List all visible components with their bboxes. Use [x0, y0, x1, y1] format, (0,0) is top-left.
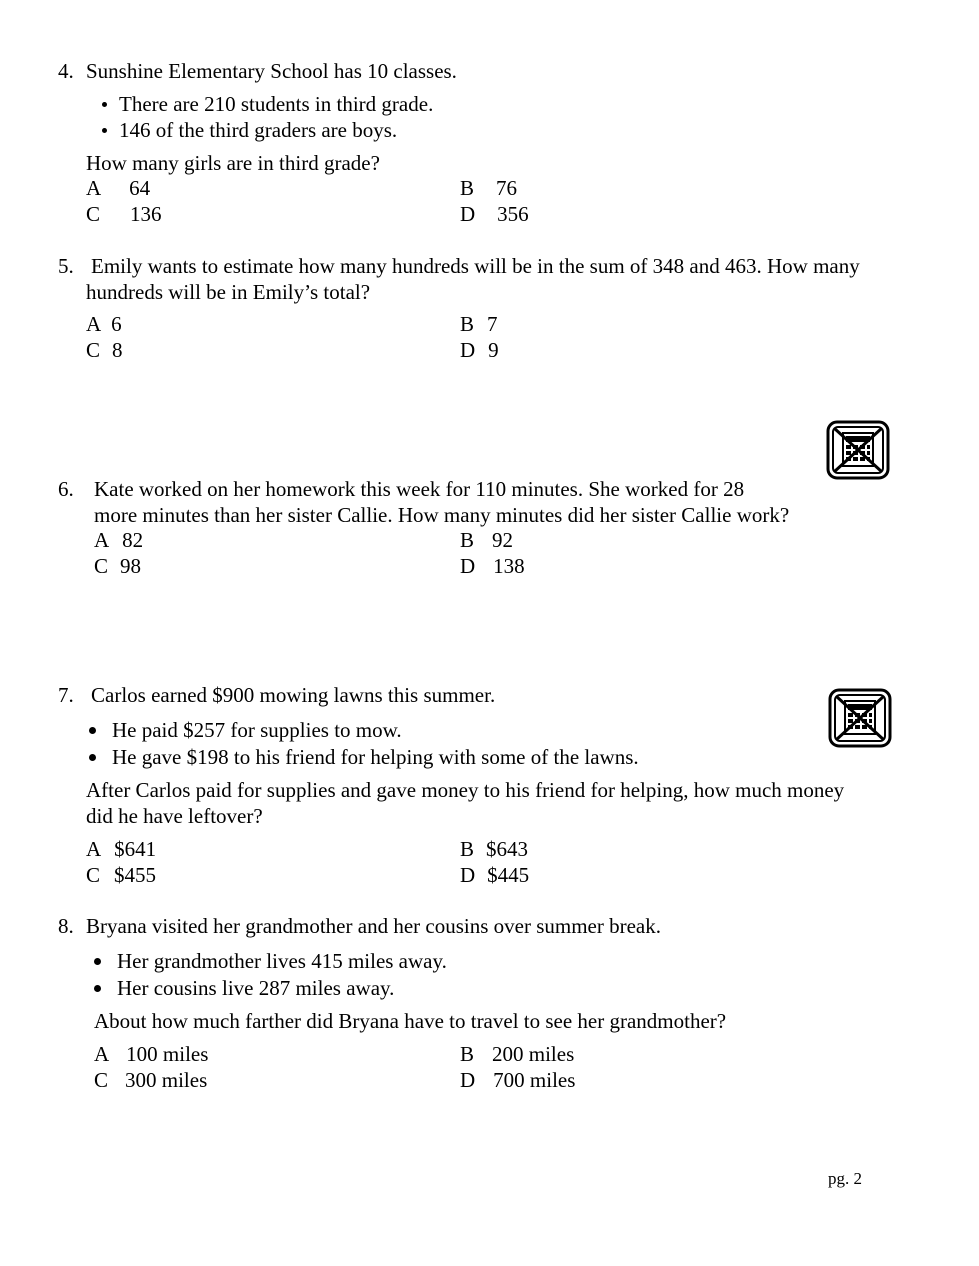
option-b[interactable]: B 200 miles	[460, 1042, 575, 1066]
bullet-item: Her grandmother lives 415 miles away.	[94, 948, 447, 974]
option-a[interactable]: A 100 miles	[94, 1042, 209, 1066]
option-a[interactable]: A $641	[86, 837, 157, 861]
option-a[interactable]: A 82	[94, 528, 144, 552]
option-d[interactable]: D 9	[460, 338, 499, 362]
question-prompt: How many girls are in third grade?	[86, 151, 380, 175]
option-d[interactable]: D 356	[460, 202, 529, 226]
option-d[interactable]: D 138	[460, 554, 525, 578]
question-prompt: After Carlos paid for supplies and gave money to his friend for helping, how much money	[86, 778, 845, 802]
option-c[interactable]: C $455	[86, 863, 157, 887]
question-stem-continued: hundreds will be in Emily’s total?	[86, 280, 371, 304]
question-stem-continued: more minutes than her sister Callie. How many minutes did her sister Callie work?	[94, 503, 790, 527]
option-c[interactable]: C 136	[86, 202, 162, 226]
question-number: 8.	[58, 914, 74, 938]
bullet-item: 146 of the third graders are boys.	[102, 117, 397, 143]
bullet-item: Her cousins live 287 miles away.	[94, 975, 394, 1001]
question-prompt: About how much farther did Bryana have to travel to see her grandmother?	[94, 1009, 727, 1033]
option-c[interactable]: C 300 miles	[94, 1068, 208, 1092]
question-number: 4.	[58, 59, 74, 83]
option-b[interactable]: B 7	[460, 312, 498, 336]
page-number: pg. 2	[828, 1169, 862, 1188]
bullet-item: He gave $198 to his friend for helping with some of the lawns.	[89, 744, 639, 770]
bullet-item: He paid $257 for supplies to mow.	[89, 717, 402, 743]
option-d[interactable]: D 700 miles	[460, 1068, 576, 1092]
question-number: 5.	[58, 254, 74, 278]
no-calculator-icon	[828, 688, 892, 748]
question-stem: Sunshine Elementary School has 10 classes.	[86, 59, 457, 83]
question-number: 6.	[58, 477, 74, 501]
option-c[interactable]: C 98	[94, 554, 142, 578]
option-b[interactable]: B $643	[460, 837, 529, 861]
question-stem: Bryana visited her grandmother and her cousins over summer break.	[86, 914, 661, 938]
question-stem: Kate worked on her homework this week for 110 minutes. She worked for 28	[94, 477, 745, 501]
option-b[interactable]: B 92	[460, 528, 514, 552]
question-stem: Carlos earned $900 mowing lawns this summer.	[91, 683, 496, 707]
option-b[interactable]: B 76	[460, 176, 518, 200]
option-a[interactable]: A 6	[86, 312, 122, 336]
question-prompt-continued: did he have leftover?	[86, 804, 263, 828]
option-d[interactable]: D $445	[460, 863, 530, 887]
no-calculator-icon	[826, 420, 890, 480]
option-c[interactable]: C 8	[86, 338, 123, 362]
question-stem: Emily wants to estimate how many hundreds will be in the sum of 348 and 463. How many	[91, 254, 860, 278]
option-a[interactable]: A 64	[86, 176, 151, 200]
bullet-item: There are 210 students in third grade.	[102, 91, 433, 117]
question-number: 7.	[58, 683, 74, 707]
